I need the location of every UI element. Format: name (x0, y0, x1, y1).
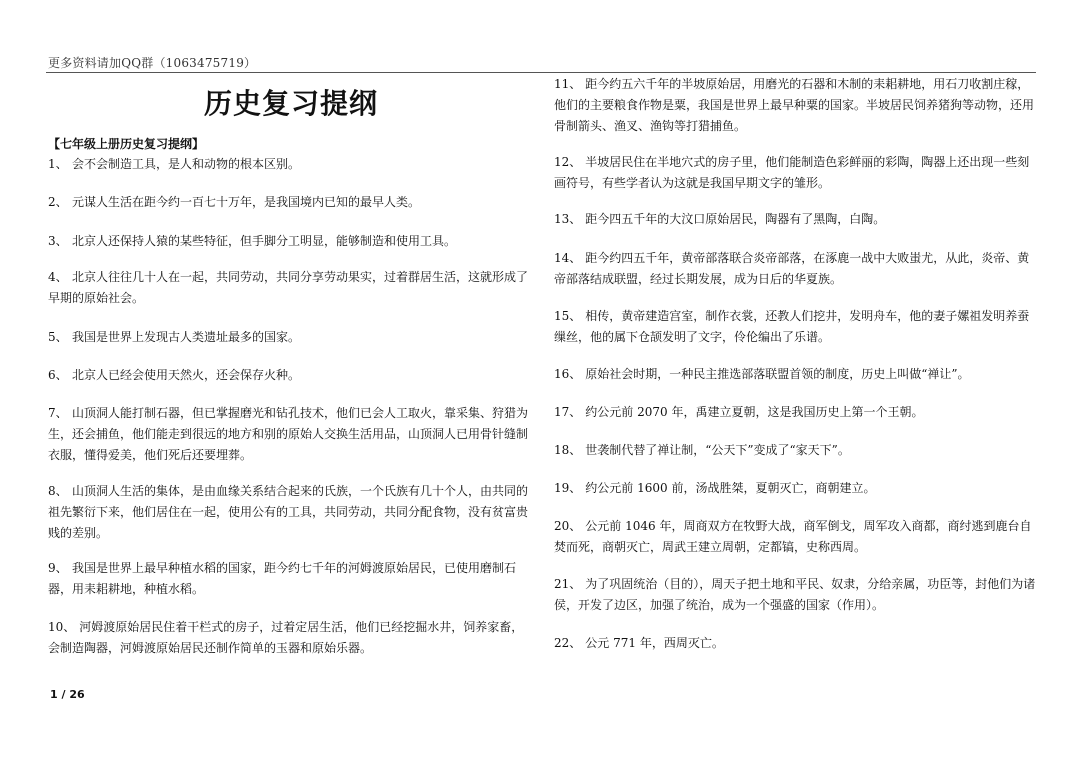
list-item: 18、 世袭制代替了禅让制，“公天下”变成了“家天下”。 (554, 443, 850, 457)
list-item: 17、 约公元前 2070 年，禹建立夏朝，这是我国历史上第一个王朝。 (554, 405, 924, 419)
list-item: 4、 北京人往往几十人在一起，共同劳动，共同分享劳动果实，过着群居生活，这就形成了早期的原始社会。 (48, 270, 529, 305)
list-item: 15、 相传，黄帝建造宫室，制作衣裳，还教人们挖井，发明舟车，他的妻子嫘祖发明养蚕缫丝，他的属下仓颉发明了文字，伶伦编出了乐谱。 (554, 309, 1030, 344)
list-item: 6、 北京人已经会使用天然火，还会保存火种。 (48, 368, 301, 382)
list-item: 21、 为了巩固统治（目的），周天子把土地和平民、奴隶，分给亲属，功臣等，封他们为诸侯，开发了边区，加强了统治，成为一个强盛的国家（作用）。 (554, 577, 1036, 612)
list-item: 20、 公元前 1046 年，周商双方在牧野大战，商军倒戈，周军攻入商都，商纣逃到鹿台自焚而死，商朝灭亡，周武王建立周朝，定都镐，史称西周。 (554, 519, 1032, 554)
list-item: 12、 半坡居民住在半地穴式的房子里，他们能制造色彩鲜丽的彩陶，陶器上还出现一些刻画符号，有些学者认为这就是我国早期文字的雏形。 (554, 155, 1030, 190)
list-item: 16、 原始社会时期，一种民主推选部落联盟首领的制度，历史上叫做“禅让”。 (554, 367, 970, 381)
list-item: 22、 公元 771 年，西周灭亡。 (554, 636, 724, 650)
header-note: 更多资料请加QQ群（1063475719） (48, 56, 257, 70)
list-item: 1、 会不会制造工具，是人和动物的根本区别。 (48, 157, 301, 171)
list-item: 7、 山顶洞人能打制石器，但已掌握磨光和钻孔技术，他们已会人工取火，靠采集、狩猎为生，还会捕鱼，他们能走到很远的地方和别的原始人交换生活用品，山顶洞人已用骨针缝制衣服，懂得爱美，他们死后还要埋葬。 (48, 406, 529, 462)
section-label: 【七年级上册历史复习提纲】 (48, 137, 205, 151)
list-item: 13、 距今四五千年的大汶口原始居民，陶器有了黑陶，白陶。 (554, 212, 886, 226)
header-rule (46, 72, 1036, 73)
list-item: 14、 距今约四五千年，黄帝部落联合炎帝部落，在涿鹿一战中大败蚩尤，从此，炎帝、黄帝部落结成联盟，经过长期发展，成为日后的华夏族。 (554, 251, 1030, 286)
page-title: 历史复习提纲 (203, 87, 378, 120)
list-item: 10、 河姆渡原始居民住着干栏式的房子，过着定居生活，他们已经挖掘水井，饲养家畜，会制造陶器，河姆渡原始居民还制作简单的玉器和原始乐器。 (48, 620, 524, 655)
list-item: 3、 北京人还保持人猿的某些特征，但手脚分工明显，能够制造和使用工具。 (48, 234, 457, 248)
list-item: 5、 我国是世界上发现古人类遗址最多的国家。 (48, 330, 301, 344)
page-number: 1 / 26 (50, 688, 85, 701)
list-item: 9、 我国是世界上最早种植水稻的国家，距今约七千年的河姆渡原始居民，已使用磨制石器，用耒耜耕地，种植水稻。 (48, 561, 517, 596)
list-item: 2、 元谋人生活在距今约一百七十万年，是我国境内已知的最早人类。 (48, 195, 421, 209)
list-item: 8、 山顶洞人生活的集体，是由血缘关系结合起来的氏族，一个氏族有几十个人，由共同的祖先繁衍下来，他们居住在一起，使用公有的工具，共同劳动，共同分配食物，没有贫富贵贱的差别。 (48, 484, 529, 540)
list-item: 11、 距今约五六千年的半坡原始居，用磨光的石器和木制的耒耜耕地，用石刀收割庄稼，他们的主要粮食作物是粟，我国是世界上最早种粟的国家。半坡居民饲养猪狗等动物，还用骨制箭头、渔叉、渔钩等打猎捕鱼。 (554, 77, 1035, 133)
list-item: 19、 约公元前 1600 前，汤战胜桀，夏朝灭亡，商朝建立。 (554, 481, 876, 495)
